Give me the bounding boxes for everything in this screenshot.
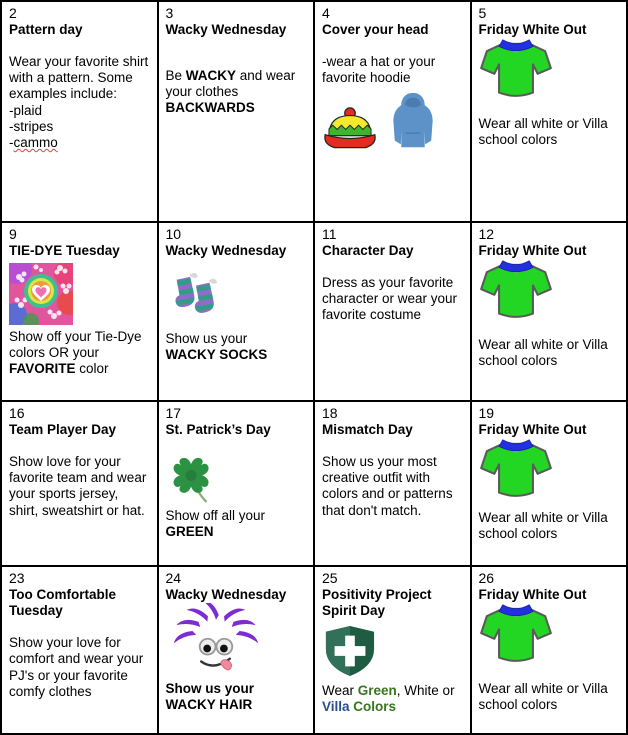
- green-colored-text: Colors: [353, 699, 397, 715]
- day-description: Wear all white or Villa school colors: [478, 115, 608, 148]
- day-title: Mismatch Day: [322, 421, 413, 437]
- emphasized-text: BACKWARDS: [165, 100, 255, 116]
- tie-dye-icon: [9, 263, 73, 325]
- day-number: 11: [322, 226, 337, 242]
- day-number: 26: [478, 570, 495, 586]
- day-number: 18: [322, 405, 338, 421]
- calendar-cell-day-24: [159, 567, 314, 733]
- calendar-cell-day-25: [315, 567, 470, 733]
- text-segment: Be: [165, 67, 186, 83]
- day-title: Wacky Wednesday: [165, 21, 287, 37]
- day-number: 23: [9, 570, 25, 586]
- text-segment: Show off your Tie-Dye colors OR your: [9, 328, 142, 361]
- day-number: 16: [9, 405, 25, 421]
- day-number: 25: [322, 570, 338, 586]
- day-number: 24: [165, 570, 182, 586]
- emphasized-text: WACKY HAIR: [165, 697, 253, 713]
- day-number: 4: [322, 5, 330, 21]
- day-title: Wacky Wednesday: [165, 586, 287, 602]
- text-segment: color: [75, 361, 109, 377]
- green-shirt-icon: [479, 603, 553, 667]
- day-number: 5: [478, 5, 487, 21]
- day-title: Cover your head: [322, 21, 429, 37]
- day-title: Wacky Wednesday: [165, 242, 287, 258]
- day-number: 2: [9, 5, 17, 21]
- hoodie-icon: [388, 92, 438, 150]
- pattern-example-plaid: -plaid: [9, 102, 43, 118]
- day-title: Pattern day: [9, 21, 83, 37]
- day-description: Dress as your favorite character or wear your favorite costume: [322, 274, 458, 323]
- day-title: Too Comfortable Tuesday: [9, 586, 116, 618]
- navy-colored-text: Villa: [322, 699, 350, 715]
- text-segment: , White or: [396, 683, 455, 699]
- day-description: Show us your: [165, 330, 248, 346]
- calendar-cell-day-26: [472, 567, 627, 733]
- day-number: 12: [478, 226, 495, 242]
- positivity-project-shield-icon: [322, 625, 378, 677]
- emphasized-text: GREEN: [165, 524, 214, 540]
- text-segment: Wear: [322, 683, 358, 699]
- day-description: [166, 68, 307, 100]
- day-description: Show off all your: [165, 507, 266, 523]
- winter-hat-icon: [322, 106, 378, 150]
- day-description: Wear your favorite shirt with a pattern. Some examples include:: [9, 53, 149, 102]
- emphasized-text: WACKY SOCKS: [165, 347, 268, 363]
- text-segment: -: [9, 134, 14, 150]
- day-title: TIE-DYE Tuesday: [9, 242, 120, 258]
- green-shirt-icon: [479, 438, 553, 502]
- day-description: Wear all white or Villa school colors: [478, 680, 608, 713]
- emphasized-text: WACKY: [185, 67, 237, 83]
- calendar-cell-day-10: [159, 223, 314, 400]
- shamrock-icon: [166, 452, 218, 508]
- day-number: 19: [478, 405, 495, 421]
- calendar-cell-day-2: [2, 2, 157, 221]
- day-description: Show love for your favorite team and wear your sports jersey, shirt, sweatshirt or hat.: [9, 453, 147, 518]
- calendar-cell-day-5: [472, 2, 627, 221]
- calendar-cell-day-12: [472, 223, 627, 400]
- day-description: Wear all white or Villa school colors: [478, 336, 608, 369]
- calendar-cell-day-4: [315, 2, 470, 221]
- calendar-cell-day-17: [159, 402, 314, 565]
- calendar-cell-day-23: [2, 567, 157, 733]
- green-shirt-icon: [479, 259, 553, 323]
- day-title: St. Patrick’s Day: [165, 421, 271, 437]
- pattern-example-cammo: [9, 135, 150, 151]
- pattern-example-stripes: -stripes: [9, 118, 54, 134]
- day-title: Friday White Out: [478, 21, 587, 37]
- calendar-cell-day-16: [2, 402, 157, 565]
- calendar-cell-day-3: [159, 2, 314, 221]
- green-shirt-icon: [479, 38, 553, 102]
- day-description: -wear a hat or your favorite hoodie: [322, 53, 436, 86]
- day-title: Friday White Out: [478, 421, 587, 437]
- day-title: Positivity Project Spirit Day: [322, 586, 432, 618]
- wacky-hair-face-icon: [166, 603, 266, 681]
- wacky-socks-icon: [166, 273, 224, 331]
- text-segment: and wear your clothes: [165, 67, 296, 100]
- emphasized-text: Show us your: [165, 680, 255, 696]
- calendar-cell-day-19: [472, 402, 627, 565]
- day-description: Show us your most creative outfit with colors and or patterns that don't match.: [322, 453, 453, 518]
- misspelled-word: cammo: [13, 134, 58, 150]
- day-title: Friday White Out: [478, 242, 587, 258]
- calendar-cell-day-18: [315, 402, 470, 565]
- emphasized-text: FAVORITE: [9, 361, 76, 377]
- calendar-cell-day-11: [315, 223, 470, 400]
- day-number: 10: [165, 226, 182, 242]
- green-colored-text: Green: [357, 683, 397, 699]
- day-title: Character Day: [322, 242, 414, 258]
- day-number: 17: [165, 405, 182, 421]
- day-description: Wear all white or Villa school colors: [478, 509, 608, 542]
- day-title: Friday White Out: [478, 586, 587, 602]
- day-number: 3: [165, 5, 174, 21]
- day-title: Team Player Day: [9, 421, 117, 437]
- clothing-icons: [322, 92, 463, 150]
- day-description: [9, 329, 150, 378]
- day-description: [322, 683, 463, 715]
- calendar-cell-day-9: [2, 223, 157, 400]
- day-description: Show your love for comfort and wear your PJ's or your favorite comfy clothes: [9, 635, 144, 699]
- day-number: 9: [9, 226, 17, 242]
